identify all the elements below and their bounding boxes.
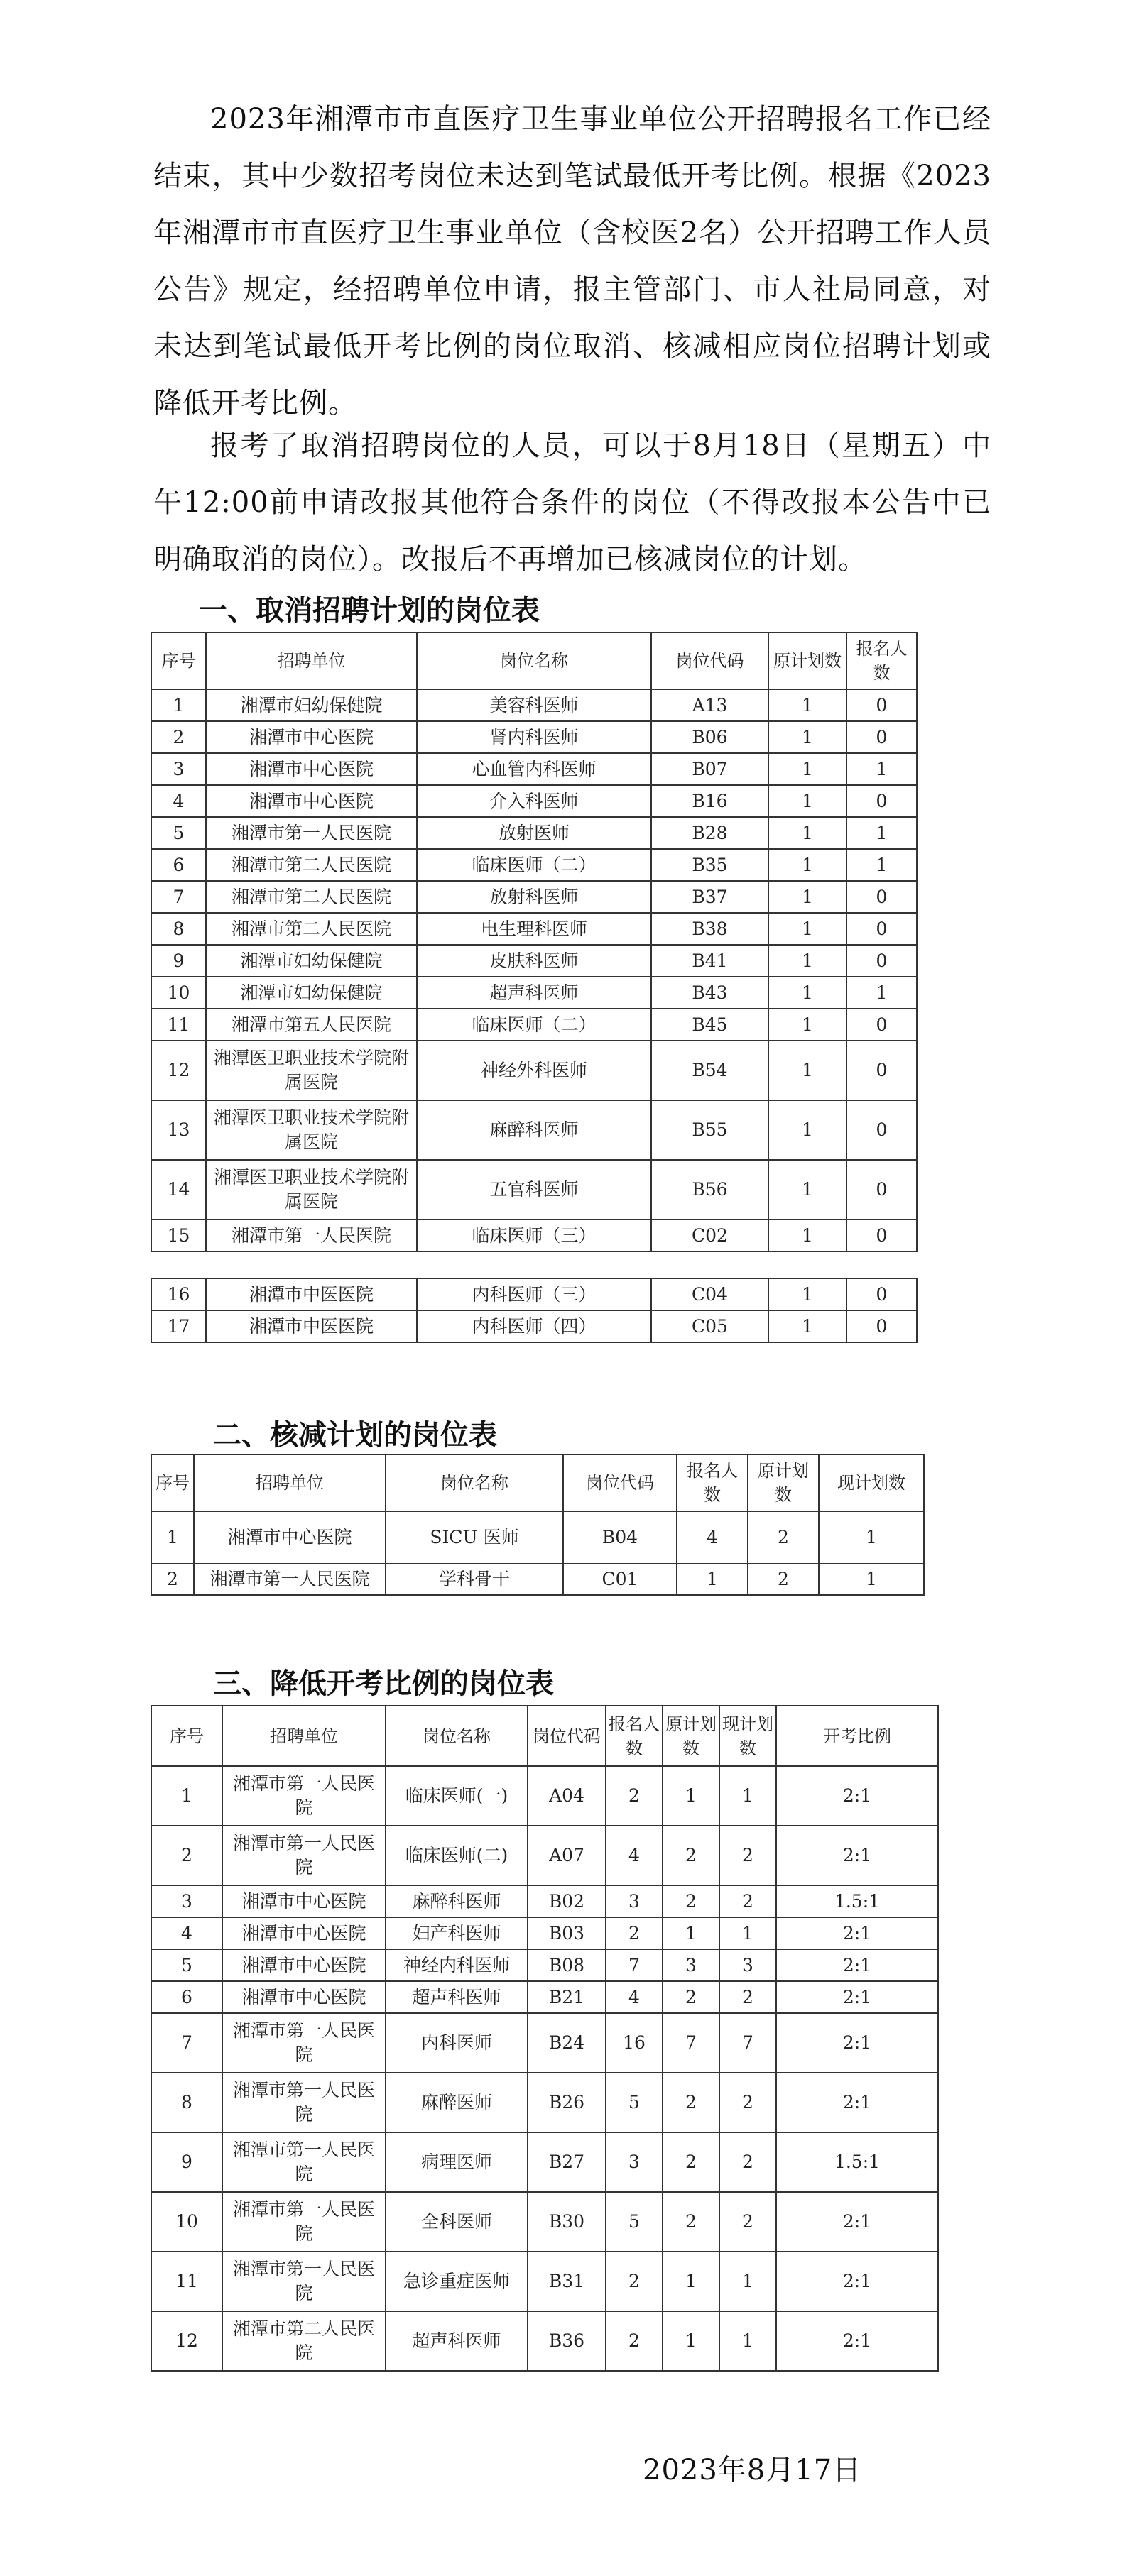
table-cell: 1 bbox=[719, 2252, 776, 2311]
table-cell: 麻醉医师 bbox=[386, 2073, 528, 2132]
table-row bbox=[151, 945, 917, 977]
table-cell: SICU 医师 bbox=[386, 1511, 563, 1564]
table-cell: 3 bbox=[719, 1949, 776, 1981]
table-cell: 15 bbox=[151, 1220, 206, 1251]
table-cell: 1 bbox=[151, 689, 206, 721]
table-cell: 湘潭市第二人民医院 bbox=[222, 2311, 386, 2371]
table-cell: 麻醉科医师 bbox=[417, 1100, 651, 1160]
table-cell: B24 bbox=[528, 2013, 606, 2073]
table-cell: 湘潭市第一人民医院 bbox=[222, 1826, 386, 1885]
table-cell: 湘潭市第一人民医院 bbox=[222, 2192, 386, 2252]
table-row bbox=[151, 1041, 917, 1100]
table-cell: 湘潭市第一人民医院 bbox=[222, 1766, 386, 1826]
table-cell: 急诊重症医师 bbox=[386, 2252, 528, 2311]
table-cell: 17 bbox=[151, 1310, 206, 1342]
table-cell: 5 bbox=[151, 1949, 222, 1981]
table-cell: 1 bbox=[151, 1766, 222, 1826]
table-cell: 12 bbox=[151, 1041, 206, 1100]
table-cell: B04 bbox=[563, 1511, 677, 1564]
table-cell: 1 bbox=[846, 753, 917, 785]
table-body bbox=[151, 689, 917, 1251]
table-cell: 湘潭市中心医院 bbox=[194, 1511, 386, 1564]
table-row bbox=[151, 817, 917, 849]
table-cell: 7 bbox=[719, 2013, 776, 2073]
table-cell: 16 bbox=[606, 2013, 663, 2073]
table-cell: 湘潭市第一人民医院 bbox=[222, 2073, 386, 2132]
table-cell: 1 bbox=[663, 2252, 719, 2311]
table-cell: 2:1 bbox=[776, 1917, 938, 1949]
table-cell: 1 bbox=[819, 1564, 924, 1595]
table-cell: 0 bbox=[846, 1160, 917, 1220]
col-header: 招聘单位 bbox=[222, 1706, 386, 1766]
table-cell: B08 bbox=[528, 1949, 606, 1981]
table-cell: 介入科医师 bbox=[417, 785, 651, 817]
table-cell: 2:1 bbox=[776, 2013, 938, 2073]
table-cell: 1.5:1 bbox=[776, 2132, 938, 2192]
table-row bbox=[151, 1100, 917, 1160]
table-cell: 10 bbox=[151, 977, 206, 1009]
table-cell: C02 bbox=[651, 1220, 768, 1251]
table-cell: B36 bbox=[528, 2311, 606, 2371]
table-cell: 3 bbox=[151, 1885, 222, 1917]
col-header: 岗位代码 bbox=[651, 632, 768, 689]
table-cell: 1 bbox=[846, 977, 917, 1009]
table-cell: 2:1 bbox=[776, 1826, 938, 1885]
table-cell: 病理医师 bbox=[386, 2132, 528, 2192]
table-cell: 0 bbox=[846, 945, 917, 977]
table-cell: 0 bbox=[846, 1278, 917, 1310]
table-row bbox=[151, 2311, 938, 2371]
table-cell: 0 bbox=[846, 721, 917, 753]
table-cell: 湘潭市妇幼保健院 bbox=[206, 945, 417, 977]
table-cell: 湘潭医卫职业技术学院附属医院 bbox=[206, 1160, 417, 1220]
table-cell: 湘潭医卫职业技术学院附属医院 bbox=[206, 1100, 417, 1160]
table-cell: 4 bbox=[151, 785, 206, 817]
table-cell: 0 bbox=[846, 1310, 917, 1342]
table-cell: B28 bbox=[651, 817, 768, 849]
table-cell: 2:1 bbox=[776, 1766, 938, 1826]
intro-paragraph-2: 报考了取消招聘岗位的人员，可以于8月18日（星期五）中午12:00前申请改报其他符合条件的岗位（不得改报本公告中已明确取消的岗位）。改报后不再增加已核减岗位的计划。 bbox=[153, 429, 991, 576]
table-cell: A04 bbox=[528, 1766, 606, 1826]
table-cell: 肾内科医师 bbox=[417, 721, 651, 753]
table-row bbox=[151, 1766, 938, 1826]
table-cell: 0 bbox=[846, 1220, 917, 1251]
document-date: 2023年8月17日 bbox=[643, 2454, 862, 2487]
table-cell: 0 bbox=[846, 881, 917, 913]
table-row bbox=[151, 2252, 938, 2311]
table-cell: 湘潭市第五人民医院 bbox=[206, 1009, 417, 1041]
table-cell: 临床医师（二） bbox=[417, 1009, 651, 1041]
table-cell: 2 bbox=[663, 2192, 719, 2252]
table-cell: 2:1 bbox=[776, 2073, 938, 2132]
table-cell: 4 bbox=[606, 1826, 663, 1885]
table-cell: 2 bbox=[606, 1766, 663, 1826]
table-cell: 0 bbox=[846, 1100, 917, 1160]
col-header: 序号 bbox=[151, 632, 206, 689]
table-cell: 1 bbox=[151, 1511, 194, 1564]
table-cell: 1 bbox=[768, 881, 846, 913]
table-cell: 3 bbox=[151, 753, 206, 785]
table-row bbox=[151, 689, 917, 721]
table-cell: 4 bbox=[677, 1511, 748, 1564]
table-cell: B02 bbox=[528, 1885, 606, 1917]
table-cell: 临床医师(一) bbox=[386, 1766, 528, 1826]
col-header: 报名人数 bbox=[606, 1706, 663, 1766]
table-cell: 湘潭市妇幼保健院 bbox=[206, 689, 417, 721]
table-cell: 湘潭市中心医院 bbox=[206, 753, 417, 785]
table-cell: B21 bbox=[528, 1981, 606, 2013]
table-cell: 1 bbox=[846, 849, 917, 881]
table-cell: 7 bbox=[151, 2013, 222, 2073]
table-body bbox=[151, 1766, 938, 2371]
table-cell: 9 bbox=[151, 2132, 222, 2192]
table-row bbox=[151, 1220, 917, 1251]
table-cell: B45 bbox=[651, 1009, 768, 1041]
table-cell: 3 bbox=[663, 1949, 719, 1981]
table-row bbox=[151, 1278, 917, 1310]
col-header: 岗位代码 bbox=[528, 1706, 606, 1766]
table-cell: 0 bbox=[846, 1009, 917, 1041]
table-cell: 1 bbox=[768, 1160, 846, 1220]
table-cell: 神经外科医师 bbox=[417, 1041, 651, 1100]
table-cell: 11 bbox=[151, 2252, 222, 2311]
table-cell: 2 bbox=[663, 2132, 719, 2192]
table-cell: B16 bbox=[651, 785, 768, 817]
table-cell: 8 bbox=[151, 913, 206, 945]
table-cell: 临床医师（二） bbox=[417, 849, 651, 881]
table-cell: B35 bbox=[651, 849, 768, 881]
table-cell: 湘潭市中心医院 bbox=[206, 785, 417, 817]
table-cell: 2 bbox=[719, 2192, 776, 2252]
table-cell: B56 bbox=[651, 1160, 768, 1220]
table-row bbox=[151, 1511, 924, 1564]
table-cell: 内科医师（四） bbox=[417, 1310, 651, 1342]
table-cell: 0 bbox=[846, 913, 917, 945]
col-header: 岗位名称 bbox=[386, 1454, 563, 1511]
table-cell: 湘潭市中心医院 bbox=[222, 1981, 386, 2013]
table-cell: 湘潭市第一人民医院 bbox=[222, 2132, 386, 2192]
table-cell: 1 bbox=[719, 1917, 776, 1949]
table-cell: 湘潭市中心医院 bbox=[222, 1885, 386, 1917]
table-cell: 湘潭市中心医院 bbox=[222, 1949, 386, 1981]
table-cell: 2 bbox=[748, 1564, 819, 1595]
table-cell: 2 bbox=[151, 1564, 194, 1595]
table-cell: 2 bbox=[719, 2073, 776, 2132]
table-cell: B43 bbox=[651, 977, 768, 1009]
table-cell: 0 bbox=[846, 1041, 917, 1100]
table-cell: 1 bbox=[768, 1041, 846, 1100]
table-cell: 内科医师（三） bbox=[417, 1278, 651, 1310]
table-cell: 放射医师 bbox=[417, 817, 651, 849]
table-body bbox=[151, 1278, 917, 1342]
table-cell: 临床医师(二) bbox=[386, 1826, 528, 1885]
table-row bbox=[151, 849, 917, 881]
table-cell: 2 bbox=[663, 1885, 719, 1917]
table-cell: 1 bbox=[663, 2311, 719, 2371]
table-cell: 超声科医师 bbox=[386, 2311, 528, 2371]
table-cell: 湘潭市第一人民医院 bbox=[194, 1564, 386, 1595]
table-cell: B31 bbox=[528, 2252, 606, 2311]
table-cell: 7 bbox=[151, 881, 206, 913]
table-cell: 皮肤科医师 bbox=[417, 945, 651, 977]
table-cell: 1 bbox=[768, 753, 846, 785]
table-row bbox=[151, 1564, 924, 1595]
table-cell: B54 bbox=[651, 1041, 768, 1100]
table-cell: 1.5:1 bbox=[776, 1885, 938, 1917]
table-cell: 16 bbox=[151, 1278, 206, 1310]
reduced-plan-table bbox=[151, 1454, 925, 1596]
table-cell: 2 bbox=[719, 1981, 776, 2013]
table-cell: 12 bbox=[151, 2311, 222, 2371]
table-cell: 1 bbox=[719, 1766, 776, 1826]
table-cell: 6 bbox=[151, 1981, 222, 2013]
table-cell: B27 bbox=[528, 2132, 606, 2192]
col-header: 岗位名称 bbox=[386, 1706, 528, 1766]
table-row bbox=[151, 1917, 938, 1949]
table-cell: 1 bbox=[819, 1511, 924, 1564]
table-cell: 湘潭医卫职业技术学院附属医院 bbox=[206, 1041, 417, 1100]
table-cell: 3 bbox=[606, 2132, 663, 2192]
table-cell: 3 bbox=[606, 1885, 663, 1917]
table-cell: 9 bbox=[151, 945, 206, 977]
table-cell: 湘潭市中医医院 bbox=[206, 1278, 417, 1310]
lowered-ratio-table bbox=[151, 1705, 939, 2372]
table-cell: 湘潭市第二人民医院 bbox=[206, 881, 417, 913]
table-cell: 6 bbox=[151, 849, 206, 881]
table-cell: 1 bbox=[768, 1009, 846, 1041]
table-cell: 14 bbox=[151, 1160, 206, 1220]
table-cell: 2 bbox=[663, 2073, 719, 2132]
table-cell: 湘潭市第一人民医院 bbox=[222, 2252, 386, 2311]
table-cell: 4 bbox=[606, 1981, 663, 2013]
table-row bbox=[151, 721, 917, 753]
table-cell: 全科医师 bbox=[386, 2192, 528, 2252]
table-cell: 2 bbox=[606, 2252, 663, 2311]
section2-title: 二、核减计划的岗位表 bbox=[213, 1419, 497, 1452]
table-row bbox=[151, 977, 917, 1009]
table-cell: 7 bbox=[606, 1949, 663, 1981]
table-cell: C05 bbox=[651, 1310, 768, 1342]
table-cell: 2 bbox=[663, 1981, 719, 2013]
table-cell: 湘潭市第一人民医院 bbox=[206, 1220, 417, 1251]
table-cell: 2 bbox=[719, 2132, 776, 2192]
table-cell: 1 bbox=[846, 817, 917, 849]
table-cell: 5 bbox=[606, 2192, 663, 2252]
table-cell: 2:1 bbox=[776, 1981, 938, 2013]
table-cell: 超声科医师 bbox=[386, 1981, 528, 2013]
table-row bbox=[151, 785, 917, 817]
table-row bbox=[151, 1826, 938, 1885]
table-cell: 5 bbox=[151, 817, 206, 849]
table-cell: 1 bbox=[768, 913, 846, 945]
table-cell: 2 bbox=[748, 1511, 819, 1564]
table-row bbox=[151, 1981, 938, 2013]
table-cell: 1 bbox=[768, 817, 846, 849]
table-cell: 4 bbox=[151, 1917, 222, 1949]
col-header: 岗位代码 bbox=[563, 1454, 677, 1511]
table-row bbox=[151, 1949, 938, 1981]
table-cell: B06 bbox=[651, 721, 768, 753]
table-cell: 2:1 bbox=[776, 2252, 938, 2311]
table-row bbox=[151, 2132, 938, 2192]
table-row bbox=[151, 2013, 938, 2073]
section3-title: 三、降低开考比例的岗位表 bbox=[213, 1667, 554, 1700]
table-cell: B26 bbox=[528, 2073, 606, 2132]
table-cell: 10 bbox=[151, 2192, 222, 2252]
table-cell: A07 bbox=[528, 1826, 606, 1885]
section1-title: 一、取消招聘计划的岗位表 bbox=[199, 594, 540, 627]
table-cell: 1 bbox=[768, 849, 846, 881]
table-cell: 2 bbox=[606, 2311, 663, 2371]
table-cell: 5 bbox=[606, 2073, 663, 2132]
table-cell: 8 bbox=[151, 2073, 222, 2132]
table-cell: 2 bbox=[151, 1826, 222, 1885]
table-cell: 13 bbox=[151, 1100, 206, 1160]
table-cell: 1 bbox=[768, 1100, 846, 1160]
col-header: 岗位名称 bbox=[417, 632, 651, 689]
col-header: 现计划数 bbox=[719, 1706, 776, 1766]
col-header: 原计划数 bbox=[663, 1706, 719, 1766]
table-cell: 湘潭市第一人民医院 bbox=[222, 2013, 386, 2073]
table-cell: 电生理科医师 bbox=[417, 913, 651, 945]
col-header: 招聘单位 bbox=[206, 632, 417, 689]
table-cell: 1 bbox=[768, 721, 846, 753]
table-cell: 2 bbox=[719, 1826, 776, 1885]
table-cell: 临床医师（三） bbox=[417, 1220, 651, 1251]
table-cell: 麻醉科医师 bbox=[386, 1885, 528, 1917]
cancelled-positions-table bbox=[151, 632, 918, 1252]
table-cell: C01 bbox=[563, 1564, 677, 1595]
table-row bbox=[151, 1885, 938, 1917]
table-cell: 1 bbox=[768, 785, 846, 817]
table-cell: 1 bbox=[768, 945, 846, 977]
table-cell: 五官科医师 bbox=[417, 1160, 651, 1220]
table-row bbox=[151, 1160, 917, 1220]
table-cell: 2:1 bbox=[776, 1949, 938, 1981]
col-header: 报名人数 bbox=[846, 632, 917, 689]
table-cell: 1 bbox=[768, 1310, 846, 1342]
cancelled-positions-table-continued bbox=[151, 1278, 918, 1343]
table-row bbox=[151, 1310, 917, 1342]
table-cell: 湘潭市妇幼保健院 bbox=[206, 977, 417, 1009]
table-cell: B07 bbox=[651, 753, 768, 785]
col-header: 序号 bbox=[151, 1454, 194, 1511]
table-cell: 2:1 bbox=[776, 2311, 938, 2371]
table-cell: B37 bbox=[651, 881, 768, 913]
table-cell: 湘潭市第二人民医院 bbox=[206, 913, 417, 945]
table-cell: B03 bbox=[528, 1917, 606, 1949]
col-header: 现计划数 bbox=[819, 1454, 924, 1511]
table-cell: 1 bbox=[663, 1917, 719, 1949]
table-cell: 妇产科医师 bbox=[386, 1917, 528, 1949]
col-header: 原计划数 bbox=[768, 632, 846, 689]
table-cell: 1 bbox=[677, 1564, 748, 1595]
table-cell: 1 bbox=[768, 689, 846, 721]
table-cell: 0 bbox=[846, 785, 917, 817]
table-cell: 0 bbox=[846, 689, 917, 721]
table-cell: 学科骨干 bbox=[386, 1564, 563, 1595]
table-cell: 2:1 bbox=[776, 2192, 938, 2252]
table-cell: 1 bbox=[663, 1766, 719, 1826]
table-row bbox=[151, 2192, 938, 2252]
table-cell: 湘潭市第一人民医院 bbox=[206, 817, 417, 849]
table-cell: 超声科医师 bbox=[417, 977, 651, 1009]
table-cell: 1 bbox=[768, 1278, 846, 1310]
table-row bbox=[151, 881, 917, 913]
table-cell: 2 bbox=[151, 721, 206, 753]
col-header: 招聘单位 bbox=[194, 1454, 386, 1511]
table-cell: 2 bbox=[663, 1826, 719, 1885]
table-row bbox=[151, 913, 917, 945]
intro-paragraph-1: 2023年湘潭市市直医疗卫生事业单位公开招聘报名工作已经结束，其中少数招考岗位未达到笔试最低开考比例。根据《2023年湘潭市市直医疗卫生事业单位（含校医2名）公开招聘工作人员公告》规定，经招聘单位申请，报主管部门、市人社局同意，对未达到笔试最低开考比例的岗位取消、核减相应岗位招聘计划或降低开考比例。 bbox=[153, 103, 991, 420]
table-cell: 湘潭市中心医院 bbox=[222, 1917, 386, 1949]
table-cell: 2 bbox=[606, 1917, 663, 1949]
table-cell: 放射科医师 bbox=[417, 881, 651, 913]
table-cell: 美容科医师 bbox=[417, 689, 651, 721]
col-header: 报名人数 bbox=[677, 1454, 748, 1511]
table-cell: 心血管内科医师 bbox=[417, 753, 651, 785]
table-cell: 7 bbox=[663, 2013, 719, 2073]
table-cell: 1 bbox=[719, 2311, 776, 2371]
table-cell: 内科医师 bbox=[386, 2013, 528, 2073]
table-cell: C04 bbox=[651, 1278, 768, 1310]
table-cell: 神经内科医师 bbox=[386, 1949, 528, 1981]
col-header: 开考比例 bbox=[776, 1706, 938, 1766]
table-row bbox=[151, 753, 917, 785]
table-cell: B30 bbox=[528, 2192, 606, 2252]
table-cell: B38 bbox=[651, 913, 768, 945]
table-cell: 1 bbox=[768, 977, 846, 1009]
table-cell: B41 bbox=[651, 945, 768, 977]
table-cell: 湘潭市中医医院 bbox=[206, 1310, 417, 1342]
table-cell: 湘潭市中心医院 bbox=[206, 721, 417, 753]
table-row bbox=[151, 2073, 938, 2132]
table-body bbox=[151, 1511, 924, 1595]
table-cell: 湘潭市第二人民医院 bbox=[206, 849, 417, 881]
table-cell: 2 bbox=[719, 1885, 776, 1917]
col-header: 原计划数 bbox=[748, 1454, 819, 1511]
table-cell: A13 bbox=[651, 689, 768, 721]
table-row bbox=[151, 1009, 917, 1041]
col-header: 序号 bbox=[151, 1706, 222, 1766]
table-cell: 1 bbox=[768, 1220, 846, 1251]
table-cell: 11 bbox=[151, 1009, 206, 1041]
table-cell: B55 bbox=[651, 1100, 768, 1160]
